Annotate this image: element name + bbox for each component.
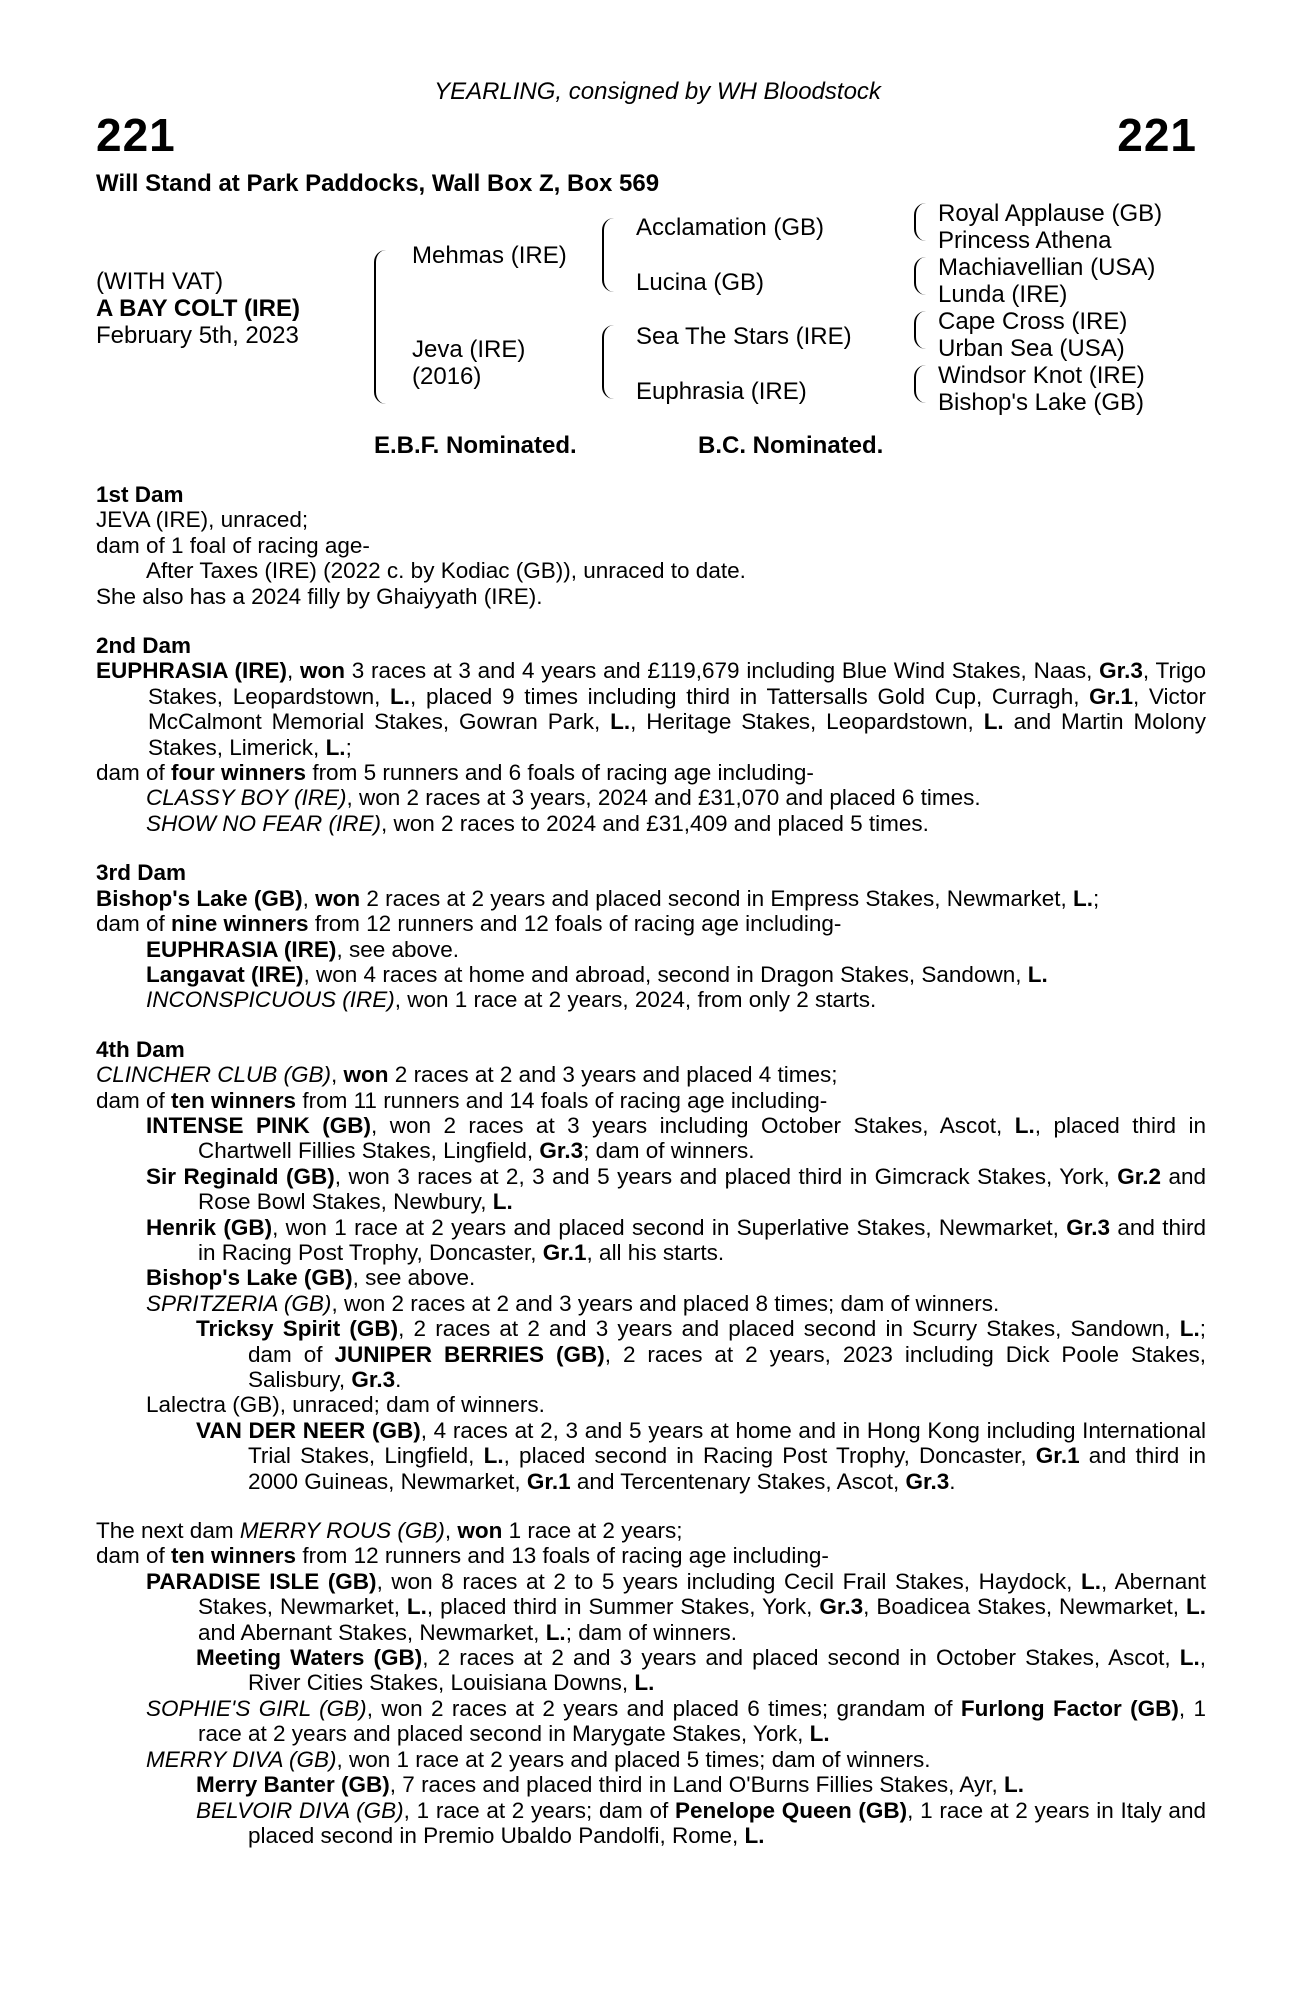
lot-number-left: 221 [96,109,176,161]
listed-label: L. [1081,1568,1102,1594]
produce-entry [96,987,1206,1012]
horse-name: INTENSE PINK (GB) [146,1112,371,1138]
produce-entry [96,1569,1206,1645]
record-text: , won 2 races at 2 years and placed 6 times; grandam of [366,1695,961,1721]
third-dam-heading: 3rd Dam [96,860,187,886]
produce-entry [96,1291,1206,1316]
listed-label: L. [406,1594,427,1620]
ancestor-2: Princess Athena [938,227,1112,254]
horse-name: Bishop's Lake (GB) [96,885,303,911]
brace-g4-top [914,365,928,379]
record-text: ; dam of winners. [565,1619,738,1645]
ancestor-6: Urban Sea (USA) [938,335,1125,362]
record-text: and third in 2000 Guineas, Newmarket, [248,1443,1206,1494]
record-text: , see above. [352,1265,476,1291]
group-label: Gr.2 [1117,1163,1161,1189]
horse-name: BELVOIR DIVA (GB) [196,1797,404,1823]
record-text: , placed third in Chartwell Fillies Stakes, Lingfield, [198,1112,1206,1164]
record-text: , 4 races at 2, 3 and 5 years at home and in Hong Kong including International Trial Stakes, Lingfield, [248,1417,1207,1469]
record-text: 1 race at 2 years; [502,1518,683,1544]
second-dam-record: EUPHRASIA (IRE), won 3 races at 3 and 4 years and £119,679 including Blue Wind Stakes, Naas, Gr.3, Trigo Stakes, Leopardstown, L., placed 9 times including third in Tattersalls Gold Cup, Curragh, Gr.1, Victor McCalmont Memorial Stakes, Gowran Park, L., Heritage Stakes, Leopardstown, L. and Martin Molony Stakes, Limerick, L.; [96,658,1207,760]
record-text: dam of [96,760,172,786]
record-text: and third in Racing Post Trophy, Doncaster, [198,1214,1207,1265]
group-label: Gr.1 [1089,683,1133,709]
horse-name: CLINCHER CLUB (GB) [96,1062,332,1088]
produce-entry [96,962,1206,987]
horse-name: PARADISE ISLE (GB) [146,1568,377,1594]
record-text: dam of [96,911,172,937]
next-dam-record [96,1518,1206,1543]
record-text: , [331,1062,344,1088]
group-label: Gr.3 [351,1367,396,1392]
record-text: , won 1 race at 2 years, 2024, from only 2 starts. [394,987,877,1013]
ancestor-7: Windsor Knot (IRE) [938,362,1145,389]
won-label: won [457,1518,503,1544]
group-label: Gr.1 [526,1468,571,1494]
sire-dam: Lucina (GB) [636,269,765,296]
brace-g4-bottom [914,379,928,403]
record-text: , 2 races at 2 and 3 years and placed second in Scurry Stakes, Sandown, [398,1316,1180,1342]
brace-sire-parents-bottom [602,256,616,292]
ancestor-3: Machiavellian (USA) [938,254,1156,281]
group-label: Gr.3 [1099,658,1143,684]
horse-name: Bishop's Lake (GB) [146,1265,353,1291]
horse-name: JUNIPER BERRIES (GB) [334,1341,605,1367]
listed-label: L. [1186,1594,1206,1620]
produce-entry: Lalectra (GB), unraced; dam of winners. [146,1392,545,1418]
listed-label: L. [983,709,1004,735]
brace-g1-bottom [914,217,928,241]
listed-label: L. [492,1189,513,1215]
listed-label: L. [809,1721,830,1747]
record-text: from 11 runners and 14 foals of racing age including- [296,1087,828,1113]
listed-label: L. [1179,1316,1200,1342]
produce-entry [96,1113,1206,1164]
record-text: , won 1 race at 2 years and placed 5 times; dam of winners. [336,1746,931,1772]
horse-name: Sir Reginald (GB) [146,1163,335,1189]
record-text: , 1 race at 2 years; dam of [403,1797,675,1823]
record-text: , Boadicea Stakes, Newmarket, [863,1594,1186,1620]
horse-name: MERRY DIVA (GB) [146,1746,337,1772]
ancestor-5: Cape Cross (IRE) [938,308,1128,335]
produce-entry [96,1798,1206,1849]
listed-label: L. [1004,1772,1024,1798]
horse-name: Tricksy Spirit (GB) [196,1316,399,1342]
sire-name: Mehmas (IRE) [412,242,567,269]
produce-entry [96,1265,1206,1290]
produce-entry [96,1645,1206,1696]
winners-count: four winners [171,760,307,786]
record-text: , Victor McCalmont Memorial Stakes, Gowran Park, [148,683,1207,735]
produce-entry [96,785,1206,810]
record-text: ; dam of winners. [583,1138,755,1164]
record-text: 2 races at 2 years and placed second in Empress Stakes, Newmarket, [360,885,1073,911]
dam-sire: Sea The Stars (IRE) [636,323,852,350]
record-text: , won 8 races at 2 to 5 years including Cecil Frail Stakes, Haydock, [376,1568,1082,1594]
vat-label: (WITH VAT) [96,268,224,295]
horse-name: A BAY COLT (IRE) [96,295,301,322]
record-text: ; [1093,885,1100,911]
record-text: , [444,1518,458,1544]
horse-name: Furlong Factor (GB) [960,1695,1179,1721]
record-text: 2 races at 2 and 3 years and placed 4 times; [388,1062,838,1088]
record-text: , River Cities Stakes, Louisiana Downs, [248,1645,1206,1696]
record-text: , placed 9 times including third in Tattersalls Gold Cup, Curragh, [410,683,1090,709]
produce-entry [96,1696,1206,1747]
horse-name: EUPHRASIA (IRE) [96,658,287,684]
sire-sire: Acclamation (GB) [636,214,825,241]
produce-entry [96,1772,1206,1797]
produce-entry [96,1164,1206,1215]
first-dam-heading: 1st Dam [96,482,184,507]
group-label: Gr.1 [542,1239,587,1265]
record-text: dam of [96,1087,172,1113]
record-text: and Abernant Stakes, Newmarket, [198,1619,546,1645]
listed-label: L. [1179,1645,1200,1671]
horse-name: SHOW NO FEAR (IRE) [146,810,381,836]
third-dam-produce [96,911,1206,936]
brace-g1-top [914,203,928,217]
fourth-dam-record [96,1062,1206,1087]
record-text: , Abernant Stakes, Newmarket, [198,1568,1206,1620]
won-label: won [299,658,345,684]
dam-year: (2016) [412,363,482,390]
ancestor-1: Royal Applause (GB) [938,200,1163,227]
record-text: , won 2 races at 3 years, 2024 and £31,070 and placed 6 times. [346,785,981,811]
consignor-subtitle: YEARLING, consigned by WH Bloodstock [434,78,881,105]
produce-entry [96,811,1206,836]
brace-dam-parents-bottom [602,363,616,399]
record-text: , won 2 races to 2024 and £31,409 and placed 5 times. [381,810,929,836]
horse-name: INCONSPICUOUS (IRE) [146,987,395,1013]
produce-entry [96,1418,1206,1494]
record-text: , 1 race at 2 years in Italy and placed second in Premio Ubaldo Pandolfi, Rome, [248,1797,1206,1848]
record-text: , won 2 races at 2 and 3 years and placed 8 times; dam of winners. [331,1290,1000,1316]
first-dam-foal: After Taxes (IRE) (2022 c. by Kodiac (GB)), unraced to date. [146,558,746,584]
record-text: , placed second in Racing Post Trophy, Doncaster, [503,1443,1036,1469]
lot-number-right: 221 [1117,109,1197,161]
record-text: from 12 runners and 13 foals of racing age including- [296,1543,829,1569]
group-label: Gr.3 [539,1138,584,1164]
brace-sire-dam-top [374,250,388,336]
group-label: Gr.1 [1035,1443,1080,1469]
produce-entry [96,1747,1206,1772]
fourth-dam-heading: 4th Dam [96,1036,185,1062]
record-text: , 1 race at 2 years and placed second in Marygate Stakes, York, [198,1695,1206,1747]
record-text: ; dam of [248,1316,1206,1367]
record-text: , won 1 race at 2 years and placed second in Superlative Stakes, Newmarket, [272,1214,1067,1240]
record-text: , see above. [336,936,460,962]
record-text: , all his starts. [586,1239,725,1265]
bc-nomination: B.C. Nominated. [698,432,884,459]
listed-label: L. [390,683,411,709]
third-dam-record: Bishop's Lake (GB), won 2 races at 2 years and placed second in Empress Stakes, Newmarket, L.; [96,885,1100,911]
horse-name: VAN DER NEER (GB) [196,1417,421,1443]
horse-name: Meeting Waters (GB) [196,1645,423,1671]
record-text: from 5 runners and 6 foals of racing age including- [306,760,814,786]
record-text: dam of [96,1543,172,1569]
record-text: from 12 runners and 12 foals of racing age including- [308,911,842,937]
record-text: . [395,1367,402,1392]
listed-label: L. [325,734,346,760]
brace-g2-bottom [914,271,928,295]
winners-count: ten winners [171,1087,297,1113]
horse-name: Merry Banter (GB) [196,1772,390,1798]
horse-name: SOPHIE'S GIRL (GB) [146,1695,367,1721]
dam-dam: Euphrasia (IRE) [636,378,807,405]
group-label: Gr.3 [1066,1214,1111,1240]
record-text: ; [345,734,352,760]
listed-label: L. [545,1619,566,1645]
listed-label: L. [634,1670,655,1696]
horse-name: EUPHRASIA (IRE) [146,936,337,962]
listed-label: L. [744,1822,765,1848]
listed-label: L. [1073,885,1093,911]
brace-dam-parents-top [602,325,616,363]
record-text: , won 3 races at 2, 3 and 5 years and placed third in Gimcrack Stakes, York, [334,1163,1118,1189]
listed-label: L. [1014,1112,1035,1138]
record-text: and Rose Bowl Stakes, Newbury, [198,1163,1207,1215]
winners-count: ten winners [171,1543,297,1569]
record-text: , won 4 races at home and abroad, second in Dragon Stakes, Sandown, [303,961,1028,987]
dam-name: Jeva (IRE) [412,336,526,363]
first-dam-note: She also has a 2024 filly by Ghaiyyath (IRE). [96,583,543,609]
record-text: , 2 races at 2 years, 2023 including Dick Poole Stakes, Salisbury, [248,1341,1206,1392]
horse-name: MERRY ROUS (GB) [239,1518,445,1544]
horse-dob: February 5th, 2023 [96,322,299,349]
horse-name: Henrik (GB) [146,1214,273,1240]
ebf-nomination: E.B.F. Nominated. [374,432,577,459]
brace-g2-top [914,257,928,271]
record-text: , 2 races at 2 and 3 years and placed second in October Stakes, Ascot, [422,1645,1180,1671]
record-text: , Trigo Stakes, Leopardstown, [148,658,1206,709]
record-text: The next dam [96,1518,240,1544]
record-text: , placed third in Summer Stakes, York, [426,1594,820,1620]
brace-g3-bottom [914,325,928,349]
listed-label: L. [610,709,631,735]
record-text: . [949,1468,956,1494]
listed-label: L. [1027,961,1048,987]
won-label: won [343,1062,389,1088]
ancestor-8: Bishop's Lake (GB) [938,389,1145,416]
ancestor-4: Lunda (IRE) [938,281,1068,308]
record-text: , Heritage Stakes, Leopardstown, [630,709,984,735]
stand-location: Will Stand at Park Paddocks, Wall Box Z, Box 569 [96,170,660,197]
record-text: , 7 races and placed third in Land O'Burns Fillies Stakes, Ayr, [389,1772,1004,1798]
horse-name: SPRITZERIA (GB) [146,1290,332,1316]
group-label: Gr.3 [819,1594,864,1620]
produce-entry [96,1316,1206,1392]
brace-sire-dam-bottom [374,336,388,404]
listed-label: L. [483,1443,504,1469]
brace-sire-parents-top [602,218,616,256]
record-text: 3 races at 3 and 4 years and £119,679 including Blue Wind Stakes, Naas, [344,658,1100,684]
horse-name: Langavat (IRE) [146,961,304,987]
record-text: , won 2 races at 3 years including October Stakes, Ascot, [370,1112,1015,1138]
second-dam-produce [96,760,1206,785]
fourth-dam-produce [96,1088,1206,1113]
next-dam-produce [96,1543,1206,1568]
horse-name: CLASSY BOY (IRE) [146,785,347,811]
second-dam-heading: 2nd Dam [96,633,192,659]
dam-line-text [96,482,1206,1848]
winners-count: nine winners [171,911,309,937]
brace-g3-top [914,311,928,325]
first-dam-produce-line: dam of 1 foal of racing age- [96,532,370,558]
won-label: won [315,885,361,911]
horse-name: Penelope Queen (GB) [674,1797,908,1823]
produce-entry [96,1215,1206,1266]
first-dam-line: JEVA (IRE), unraced; [96,507,309,533]
record-text: and Tercentenary Stakes, Ascot, [570,1468,906,1494]
group-label: Gr.3 [905,1468,950,1494]
record-text: and Martin Molony Stakes, Limerick, [148,709,1206,760]
produce-entry [96,937,1206,962]
